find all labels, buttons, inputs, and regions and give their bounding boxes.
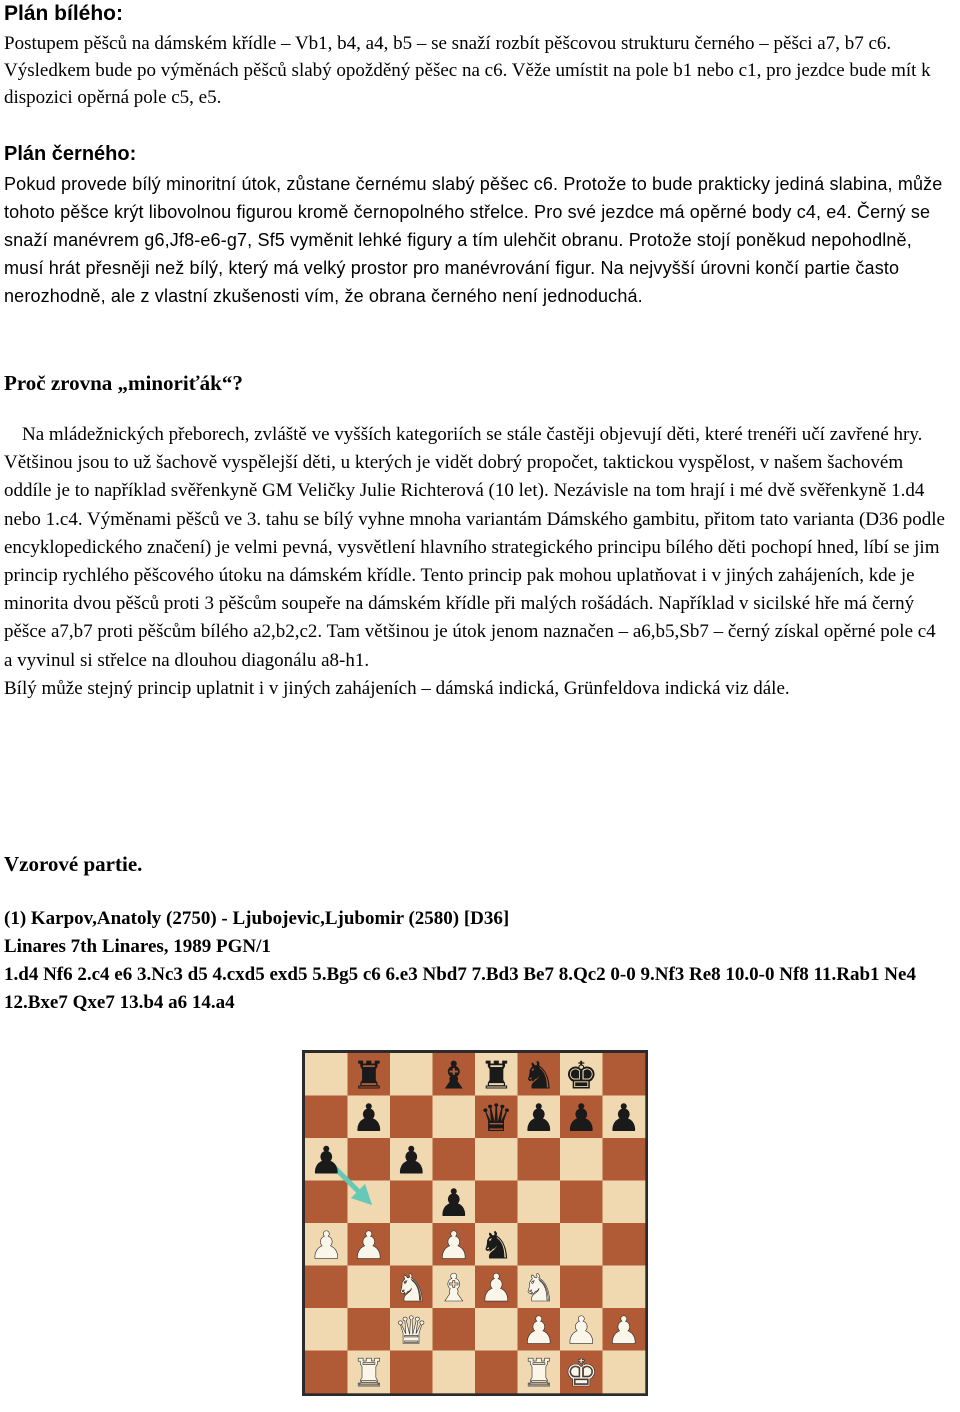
why-heading: Proč zrovna „minoriťák“?: [4, 371, 243, 395]
games-section: [4, 852, 954, 1017]
white-pawn-icon: ♟: [521, 1308, 556, 1353]
board-square-a8: [305, 1053, 348, 1096]
black-knight-icon: ♞: [479, 1223, 514, 1268]
board-square-c5: [390, 1181, 433, 1224]
board-square-a2: [305, 1308, 348, 1351]
board-square-e1: [475, 1351, 518, 1394]
white-king-icon: ♚: [564, 1350, 599, 1395]
board-square-h3: [603, 1266, 646, 1309]
why-section: [4, 371, 954, 703]
board-square-c4: [390, 1223, 433, 1266]
board-square-e6: [475, 1138, 518, 1181]
why-paragraph-1: Na mládežnických přeborech, zvláště ve vyšších kategoriích se stále častěji objevují děti, které trenéři učí zavřené hry. Většinou jsou to už šachově vyspělejší děti, u kterých je vidět dobrý propočet, taktickou vyspělost, v našem šachovém oddíle je to například svěřenkyně GM Veličky Julie Richterová (10 let). Nezávisle na tom hrají i mé dvě svěřenkyně 1.d4 nebo 1.c4. Výměnami pěšců ve 3. tahu se bílý vyhne mnoha variantám Dámského gambitu, přitom tato varianta (D36 podle encyklopedického značení) je velmi pevná, vysvětlení hlavního strategického principu bílého děti pochopí hned, líbí se jim princip rychlého pěšcového útoku na dámském křídle. Tento princip pak mohou uplatňovat i v jiných zahájeních, kde je minorita dvou pěšců proti 3 pěšcům soupeře na dámském křídle při malých rošádách. Například v sicilské hře má černý pěšce a7,b7 proti pěšcům bílého a2,b2,c2. Tam většinou je útok jenom naznačen – a6,b5,Sb7 – černý získal opěrné pole c4 a vyvinul si střelce na dlouhou diagonálu a8-h1.: [4, 424, 945, 671]
board-square-f6: [518, 1138, 561, 1181]
board-square-h1: [603, 1351, 646, 1394]
black-pawn-icon: ♟: [521, 1095, 556, 1140]
board-square-h5: [603, 1181, 646, 1224]
black-king-icon: ♚: [564, 1053, 599, 1098]
board-square-e5: [475, 1181, 518, 1224]
black-pawn-icon: ♟: [564, 1095, 599, 1140]
white-pawn-icon: ♟: [479, 1265, 514, 1310]
black-pawn-icon: ♟: [606, 1095, 641, 1140]
black-plan-section: [4, 142, 954, 310]
black-pawn-icon: ♟: [309, 1138, 344, 1183]
board-square-g6: [560, 1138, 603, 1181]
board-square-c7: [390, 1096, 433, 1139]
white-queen-icon: ♛: [394, 1308, 429, 1353]
white-pawn-icon: ♟: [436, 1223, 471, 1268]
black-pawn-icon: ♟: [436, 1180, 471, 1225]
white-pawn-icon: ♟: [564, 1308, 599, 1353]
black-plan-text: Pokud provede bílý minoritní útok, zůstane černému slabý pěšec c6. Protože to bude prakticky jediná slabina, může tohoto pěšce krýt libovolnou figurou kromě černopolného střelce. Pro své jezdce má opěrné body c4, e4. Černý se snaží manévrem g6,Jf8-e6-g7, Sf5 vyměnit lehké figury a tím ulehčit obranu. Protože stojí poněkud nepohodlně, musí hrát přesněji než bílý, který má velký prostor pro manévrování figur. Na nejvyšší úrovni končí partie často nerozhodně, ale z vlastní zkušenosti vím, že obrana černého není jednoduchá.: [4, 174, 943, 306]
board-square-b2: [348, 1308, 391, 1351]
white-pawn-icon: ♟: [351, 1223, 386, 1268]
game-moves: 1.d4 Nf6 2.c4 e6 3.Nc3 d5 4.cxd5 exd5 5.Bg5 c6 6.e3 Nbd7 7.Bd3 Be7 8.Qc2 0-0 9.Nf3 Re8 10.0-0 Nf8 11.Rab1 Ne4 12.Bxe7 Qxe7 13.b4 a6 14.a4: [4, 964, 916, 1013]
board-square-d6: [433, 1138, 476, 1181]
white-rook-icon: ♜: [351, 1350, 386, 1395]
black-plan-heading: Plán černého:: [4, 143, 137, 165]
black-bishop-icon: ♝: [436, 1053, 471, 1098]
game-event: Linares 7th Linares, 1989 PGN/1: [4, 936, 271, 957]
board-square-f5: [518, 1181, 561, 1224]
board-square-h6: [603, 1138, 646, 1181]
white-knight-icon: ♞: [394, 1265, 429, 1310]
board-square-c8: [390, 1053, 433, 1096]
board-square-f4: [518, 1223, 561, 1266]
board-square-h4: [603, 1223, 646, 1266]
white-bishop-icon: ♝: [436, 1265, 471, 1310]
board-square-d7: [433, 1096, 476, 1139]
board-square-e2: [475, 1308, 518, 1351]
board-square-g3: [560, 1266, 603, 1309]
game-title: (1) Karpov,Anatoly (2750) - Ljubojevic,Ljubomir (2580) [D36]: [4, 908, 510, 929]
white-plan-heading: Plán bílého:: [4, 2, 124, 25]
board-square-a3: [305, 1266, 348, 1309]
games-heading: Vzorové partie.: [4, 852, 143, 876]
black-pawn-icon: ♟: [394, 1138, 429, 1183]
white-rook-icon: ♜: [521, 1350, 556, 1395]
board-square-d2: [433, 1308, 476, 1351]
chess-board: [302, 1050, 648, 1396]
black-rook-icon: ♜: [351, 1053, 386, 1098]
white-knight-icon: ♞: [521, 1265, 556, 1310]
board-square-h8: [603, 1053, 646, 1096]
why-paragraph-2: Bílý může stejný princip uplatnit i v jiných zahájeních – dámská indická, Grünfeldova indická viz dále.: [4, 677, 790, 699]
black-rook-icon: ♜: [479, 1053, 514, 1098]
white-plan-section: [4, 2, 954, 111]
board-square-d1: [433, 1351, 476, 1394]
black-queen-icon: ♛: [479, 1095, 514, 1140]
board-square-a1: [305, 1351, 348, 1394]
board-square-c1: [390, 1351, 433, 1394]
black-knight-icon: ♞: [521, 1053, 556, 1098]
white-pawn-icon: ♟: [309, 1223, 344, 1268]
board-square-g4: [560, 1223, 603, 1266]
board-square-b6: [348, 1138, 391, 1181]
chess-diagram: [302, 1050, 648, 1396]
white-plan-text: Postupem pěšců na dámském křídle – Vb1, b4, a4, b5 – se snaží rozbít pěšcovou strukturu černého – pěšci a7, b7 c6. Výsledkem bude po výměnách pěšců slabý opožděný pěšec na c6. Věže umístit na pole b1 nebo c1, pro jezdce bude mít k dispozici opěrná pole c5, e5.: [4, 33, 931, 108]
board-square-a7: [305, 1096, 348, 1139]
board-square-b3: [348, 1266, 391, 1309]
board-square-g5: [560, 1181, 603, 1224]
black-pawn-icon: ♟: [351, 1095, 386, 1140]
board-square-a5: [305, 1181, 348, 1224]
white-pawn-icon: ♟: [606, 1308, 641, 1353]
